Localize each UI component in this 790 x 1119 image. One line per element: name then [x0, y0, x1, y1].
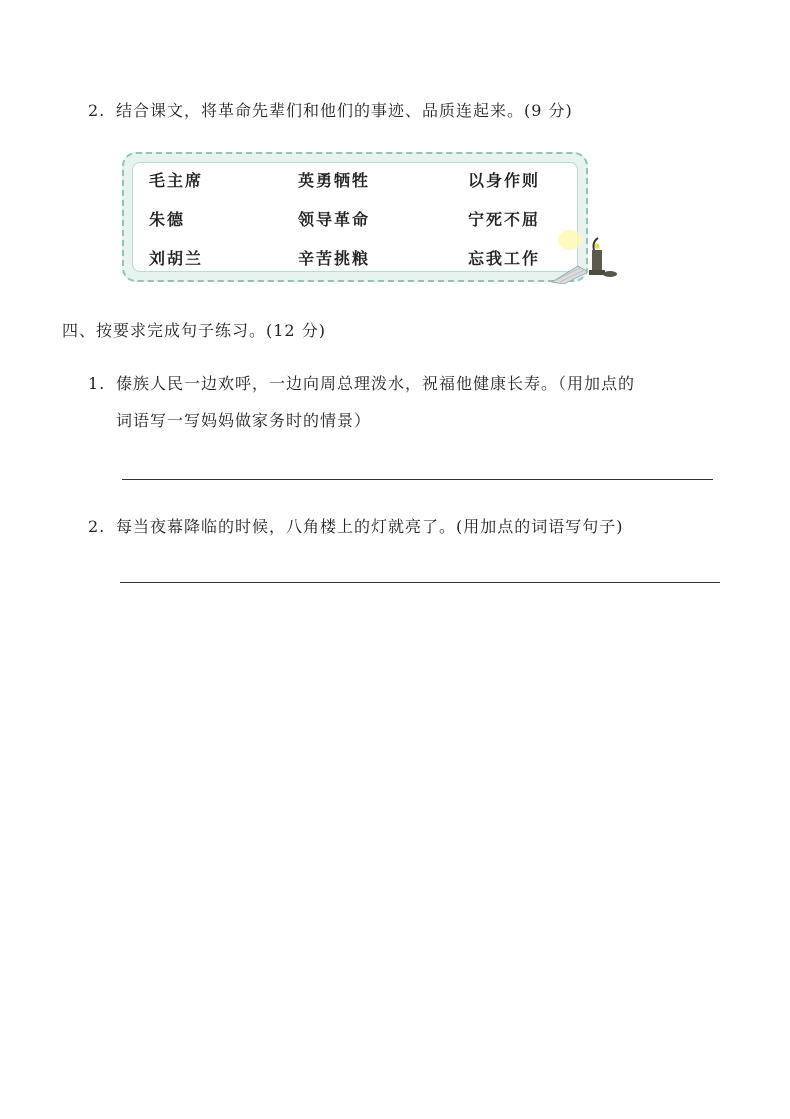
question-number: 2.	[88, 101, 106, 120]
question-text-line-1: 傣族人民一边欢呼，一边向周总理泼水，祝福他健康长寿。（用加点的	[116, 374, 636, 393]
s4-question-2	[88, 514, 624, 537]
question-2	[88, 98, 573, 121]
deed-item[interactable]: 辛苦挑粮	[298, 249, 371, 268]
quality-item[interactable]: 以身作则	[468, 171, 541, 190]
name-item[interactable]: 刘胡兰	[149, 249, 204, 268]
question-text-line-2: 词语写一写妈妈做家务时的情景）	[116, 411, 372, 430]
name-item[interactable]: 毛主席	[149, 171, 204, 190]
question-text: 每当夜幕降临的时候，八角楼上的灯就亮了。(用加点的词语写句子)	[116, 517, 624, 536]
section-4-title: 四、按要求完成句子练习。(12 分)	[62, 321, 326, 340]
oil-lamp-icon	[548, 228, 618, 284]
s4-question-1	[88, 371, 635, 394]
question-text: 结合课文，将革命先辈们和他们的事迹、品质连起来。(9 分)	[116, 101, 573, 120]
quality-item[interactable]: 宁死不屈	[468, 210, 541, 229]
question-number: 1.	[88, 374, 106, 393]
deed-item[interactable]: 英勇牺牲	[298, 171, 371, 190]
deed-item[interactable]: 领导革命	[298, 210, 371, 229]
question-number: 2.	[88, 517, 106, 536]
name-item[interactable]: 朱德	[149, 210, 186, 229]
answer-line-2[interactable]	[120, 582, 720, 583]
answer-line-1[interactable]	[122, 479, 713, 480]
quality-item[interactable]: 忘我工作	[468, 249, 541, 268]
